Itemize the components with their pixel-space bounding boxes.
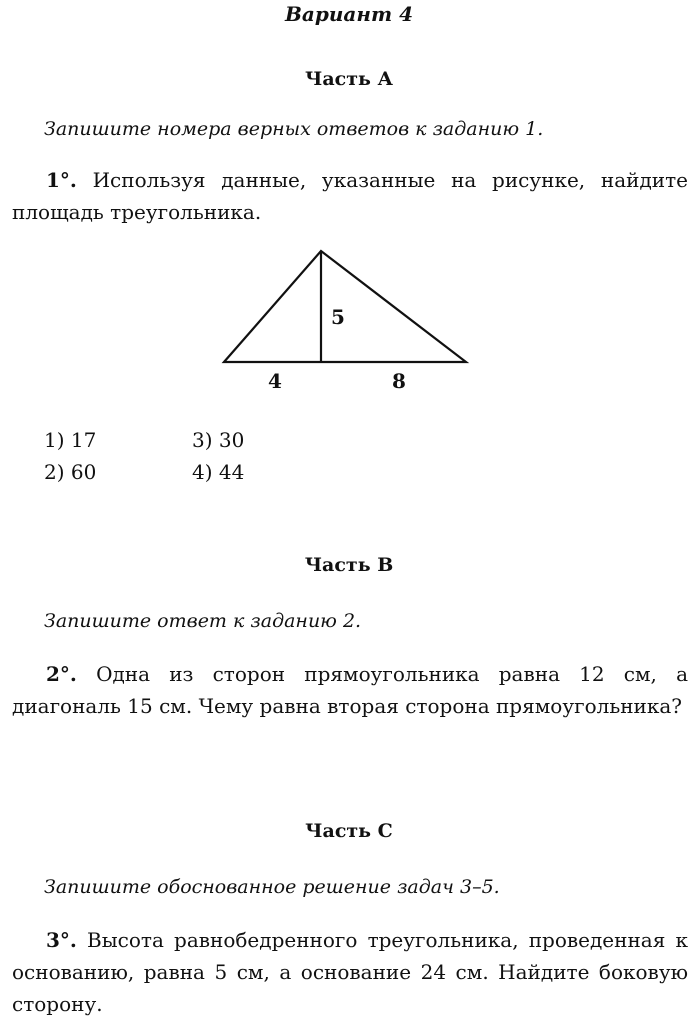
variant-title: Вариант 4 (285, 2, 413, 26)
triangle-figure (200, 240, 490, 400)
task-1 (12, 164, 688, 228)
answer-option-1: 1) 17 (44, 428, 97, 452)
part-a-instruction: Запишите номера верных ответов к заданию 1. (44, 118, 544, 140)
answer-option-3: 3) 30 (192, 428, 245, 452)
height-label: 5 (331, 305, 345, 329)
triangle-shape (224, 251, 466, 362)
task-3 (12, 924, 688, 1020)
task-3-text: Высота равнобедренного треугольника, проведенная к основанию, равна 5 см, а основание 24 см. Найдите боковую сторону. (12, 928, 688, 1016)
part-a-title: Часть А (305, 68, 393, 90)
task-2-number: 2°. (46, 662, 77, 686)
part-b-title: Часть В (304, 554, 394, 576)
task-1-text: Используя данные, указанные на рисунке, найдите площадь треугольника. (12, 168, 688, 224)
left-base-label: 4 (268, 369, 282, 393)
answer-option-4: 4) 44 (192, 460, 245, 484)
task-2-text: Одна из сторон прямоугольника равна 12 см, а диагональ 15 см. Чему равна вторая сторона прямоугольника? (12, 662, 688, 718)
part-c-instruction: Запишите обоснованное решение задач 3–5. (44, 876, 500, 898)
task-3-number: 3°. (46, 928, 77, 952)
answer-option-2: 2) 60 (44, 460, 97, 484)
task-1-number: 1°. (46, 168, 77, 192)
right-base-label: 8 (392, 369, 406, 393)
part-c-title: Часть С (305, 820, 393, 842)
part-b-instruction: Запишите ответ к заданию 2. (44, 610, 362, 632)
task-2 (12, 658, 688, 722)
